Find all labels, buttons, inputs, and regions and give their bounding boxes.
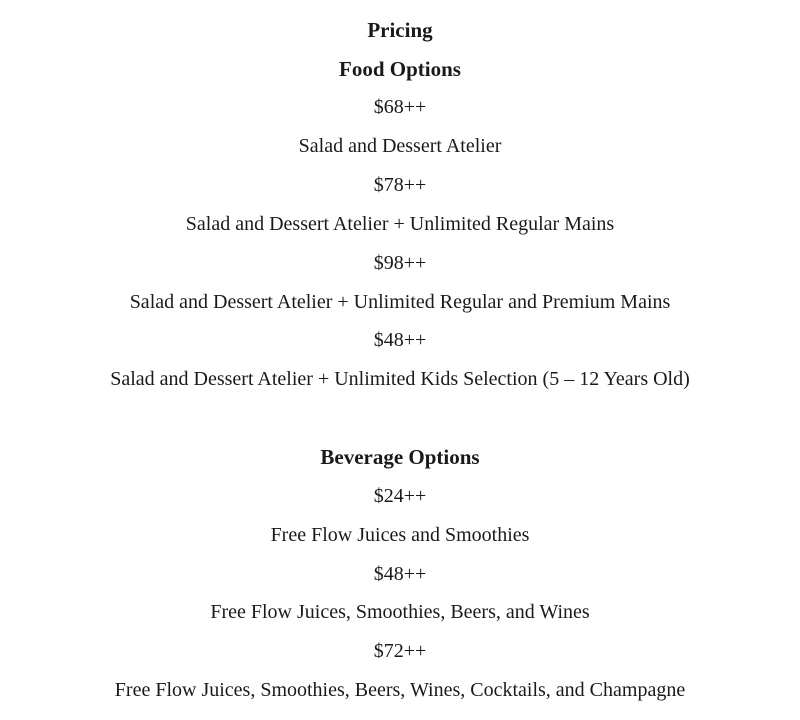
food-price-2: $78++ <box>373 174 427 196</box>
food-description-2: Salad and Dessert Atelier + Unlimited Regular Mains <box>185 213 615 235</box>
food-price-3: $98++ <box>373 252 427 274</box>
food-price-4: $48++ <box>373 329 427 351</box>
food-description-3: Salad and Dessert Atelier + Unlimited Regular and Premium Mains <box>129 291 671 313</box>
beverage-price-2: $48++ <box>373 563 427 585</box>
food-price-1: $68++ <box>373 96 427 118</box>
beverage-price-1: $24++ <box>373 485 427 507</box>
beverage-price-3: $72++ <box>373 640 427 662</box>
food-description-1: Salad and Dessert Atelier <box>298 135 502 157</box>
beverage-options-heading: Beverage Options <box>320 445 480 469</box>
beverage-description-1: Free Flow Juices and Smoothies <box>270 524 530 546</box>
food-description-4: Salad and Dessert Atelier + Unlimited Kids Selection (5 – 12 Years Old) <box>110 368 690 390</box>
food-options-heading: Food Options <box>339 57 461 81</box>
beverage-description-2: Free Flow Juices, Smoothies, Beers, and Wines <box>210 601 590 623</box>
page-title: Pricing <box>367 18 433 42</box>
beverage-description-3: Free Flow Juices, Smoothies, Beers, Wines, Cocktails, and Champagne <box>114 679 686 701</box>
